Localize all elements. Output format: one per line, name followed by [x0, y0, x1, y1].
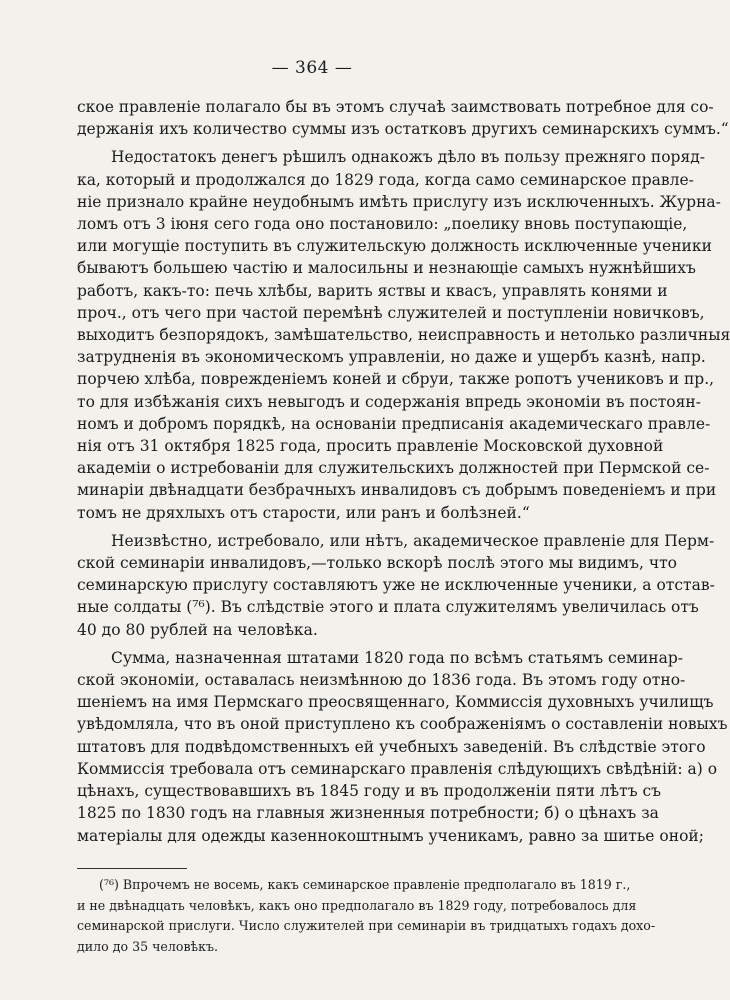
text-line: Неизвѣстно, истребовало, или нѣтъ, академическое правленіе для Перм- [111, 531, 715, 550]
text-line: ское правленіе полагало бы въ этомъ случаѣ заимствовать потребное для со- [77, 98, 714, 116]
text-line: ные солдаты (⁷⁶). Въ слѣдствіе этого и плата служителямъ увеличилась отъ [77, 598, 699, 617]
footnote [77, 875, 656, 957]
text-line: ка, который и продолжался до 1829 года, когда само семинарское правле- [77, 170, 694, 189]
text-line: шеніемъ на имя Пермскаго преосвященнаго, Коммиссія духовныхъ училищъ [77, 693, 714, 712]
footnote-line: семинарской прислуги. Число служителей при семинаріи въ тридцатыхъ годахъ дохо- [77, 918, 656, 933]
paragraph [77, 647, 728, 847]
text-line: семинарскую прислугу составляютъ уже не исключенные ученики, а отстав- [77, 576, 715, 595]
text-line: порчею хлѣба, поврежденіемъ коней и сбруи, также ропотъ учениковъ и пр., [77, 370, 715, 389]
paragraph [77, 530, 715, 641]
text-line: Коммиссія требовала отъ семинарскаго правленія слѣдующихъ свѣдѣній: а) о [77, 759, 718, 778]
text-line: Недостатокъ денегъ рѣшилъ однакожъ дѣло въ пользу прежняго поряд- [111, 148, 706, 167]
text-line: или могущіе поступить въ служительскую должность исключенные ученики [77, 237, 712, 256]
text-line: минаріи двѣнадцати безбрачныхъ инвалидовъ съ добрымъ поведеніемъ и при [77, 481, 717, 500]
text-line: 40 до 80 рублей на человѣка. [77, 620, 318, 639]
footnote-line: дило до 35 человѣкъ. [77, 938, 219, 954]
text-line: ской экономіи, оставалась неизмѣнною до 1836 года. Въ этомъ году отно- [77, 671, 686, 690]
text-line: увѣдомляла, что въ оной приступлено къ соображеніямъ о составленіи новыхъ [77, 715, 728, 734]
page-number: — 364 — [271, 58, 353, 78]
text-line: то для избѣжанія сихъ невыгодъ и содержанія впредь экономіи въ постоян- [77, 392, 701, 411]
text-line: затрудненія въ экономическомъ управленіи, но даже и ущербъ казнѣ, напр. [77, 348, 706, 367]
text-line: 1825 по 1830 годъ на главныя жизненныя потребности; б) о цѣнахъ за [77, 804, 659, 823]
text-line: держанія ихъ количество суммы изъ остатковъ другихъ семинарскихъ суммъ.“ [77, 120, 729, 139]
footnote-line: (⁷⁶) Впрочемъ не восемь, какъ семинарское правленіе предполагало въ 1819 г., [99, 877, 631, 892]
text-line: бываютъ большею частію и малосильны и незнающіе самыхъ нужнѣйшихъ [77, 259, 696, 278]
footnote-line: и не двѣнадцать человѣкъ, какъ оно предполагало въ 1829 году, потребовалось для [77, 897, 637, 913]
footnote-divider [77, 868, 187, 869]
text-line: матеріалы для одежды казеннокоштнымъ ученикамъ, равно за шитье оной; [77, 826, 704, 845]
text-line: работъ, какъ-то: печь хлѣбы, варить яствы и квасъ, управлять конями и [77, 281, 668, 300]
text-line: ломъ отъ 3 іюня сего года оно постановило: „поелику вновь поступающіе, [77, 215, 688, 234]
text-line: томъ не дряхлыхъ отъ старости, или ранъ и болѣзней.“ [77, 503, 530, 522]
paragraph [77, 146, 730, 523]
text-line: ской семинаріи инвалидовъ,—только вскорѣ послѣ этого мы видимъ, что [77, 554, 677, 573]
text-line: нія отъ 31 октября 1825 года, просить правленіе Московской духовной [77, 437, 664, 456]
main-text [77, 96, 730, 853]
text-line: номъ и добромъ порядкѣ, на основаніи предписанія академическаго правле- [77, 414, 711, 433]
text-line: выходитъ безпорядокъ, замѣшательство, неисправность и нетолько различныя [77, 326, 730, 345]
text-line: академіи о истребованіи для служительскихъ должностей при Пермской се- [77, 459, 710, 478]
text-line: Сумма, назначенная штатами 1820 года по всѣмъ статьямъ семинар- [111, 648, 684, 667]
text-line: штатовъ для подвѣдомственныхъ ей учебныхъ заведеній. Въ слѣдствіе этого [77, 737, 706, 756]
text-line: ніе признало крайне неудобнымъ имѣть прислугу изъ исключенныхъ. Журна- [77, 192, 721, 211]
text-line: проч., отъ чего при частой перемѣнѣ служителей и поступленіи новичковъ, [77, 303, 705, 322]
paragraph [77, 96, 729, 140]
text-line: цѣнахъ, существовавшихъ въ 1845 году и въ продолженіи пяти лѣтъ съ [77, 782, 662, 801]
